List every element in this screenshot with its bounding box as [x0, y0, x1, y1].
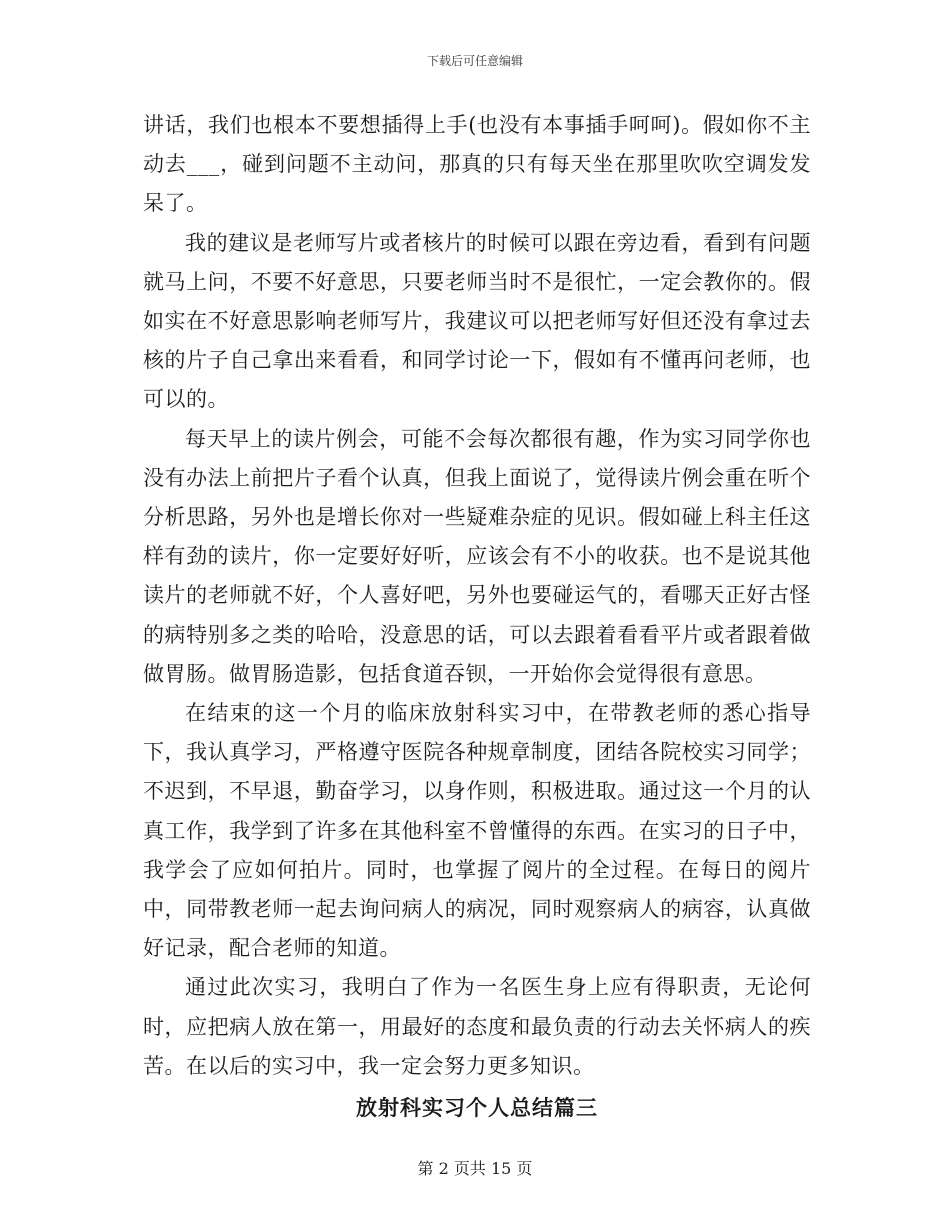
paragraph-5: 通过此次实习，我明白了作为一名医生身上应有得职责，无论何时，应把病人放在第一，用最好的态度和最负责的行动去关怀病人的疾苦。在以后的实习中，我一定会努力更多知识。 — [143, 975, 811, 1078]
paragraph-4: 在结束的这一个月的临床放射科实习中，在带教老师的悉心指导下，我认真学习，严格遵守医院各种规章制度，团结各院校实习同学；不迟到，不早退，勤奋学习，以身作则，积极进取。通过这一个月的认真工作，我学到了许多在其他科室不曾懂得的东西。在实习的日子中，我学会了应如何拍片。同时，也掌握了阅片的全过程。在每日的阅片中，同带教老师一起去询问病人的病况，同时观察病人的病容，认真做好记录，配合老师的知道。 — [143, 701, 811, 961]
page-footer: 第 2 页共 15 页 — [417, 1159, 533, 1178]
paragraph-1: 讲话，我们也根本不要想插得上手(也没有本事插手呵呵)。假如你不主动去___，碰到问题不主动问，那真的只有每天坐在那里吹吹空调发发呆了。 — [143, 113, 811, 216]
paragraph-3: 每天早上的读片例会，可能不会每次都很有趣，作为实习同学你也没有办法上前把片子看个认真，但我上面说了，觉得读片例会重在听个分析思路，另外也是增长你对一些疑难杂症的见识。假如碰上科主任这样有劲的读片，你一定要好好听，应该会有不小的收获。也不是说其他读片的老师就不好，个人喜好吧，另外也要碰运气的，看哪天正好古怪的病特别多之类的哈哈，没意思的话，可以去跟着看看平片或者跟着做做胃肠。做胃肠造影，包括食道吞钡，一开始你会觉得很有意思。 — [143, 426, 811, 686]
paragraph-2: 我的建议是老师写片或者核片的时候可以跟在旁边看，看到有问题就马上问，不要不好意思，只要老师当时不是很忙，一定会教你的。假如实在不好意思影响老师写片，我建议可以把老师写好但还没有拿过去核的片子自己拿出来看看，和同学讨论一下，假如有不懂再问老师，也可以的。 — [143, 230, 811, 412]
document-body — [143, 106, 811, 1128]
section-heading: 放射科实习个人总结篇三 — [356, 1095, 598, 1121]
page-header: 下载后可任意编辑 — [426, 54, 523, 68]
